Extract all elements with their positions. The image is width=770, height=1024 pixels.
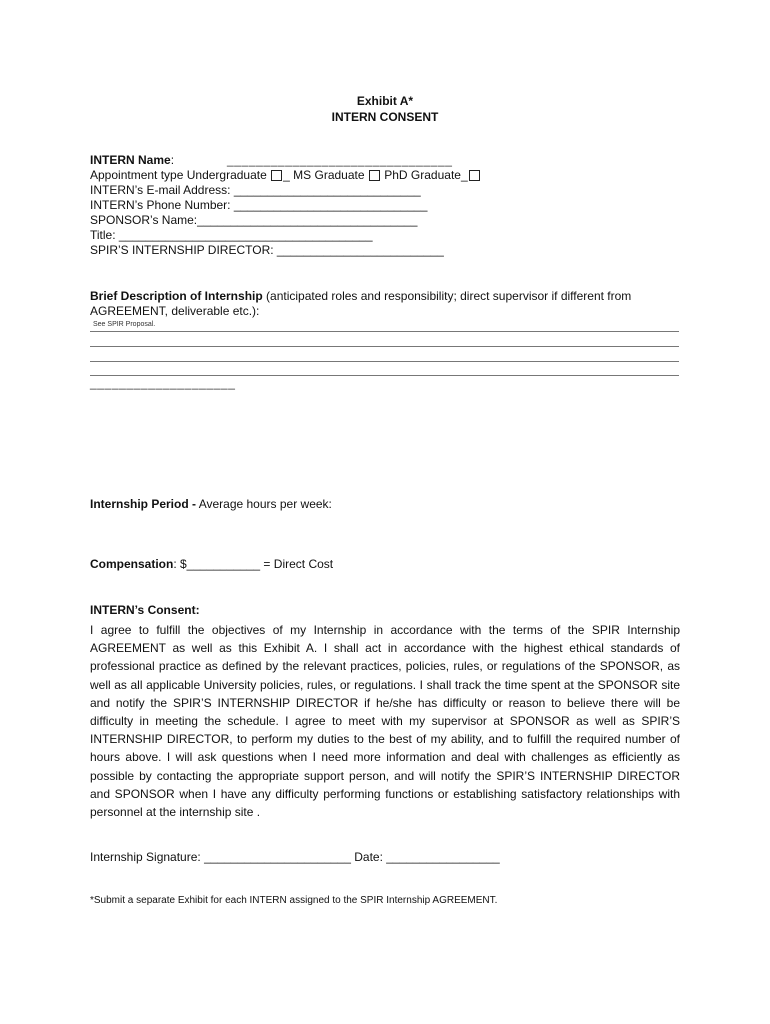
description-value[interactable]: See SPIR Proposal. [93,321,156,328]
compensation-row [90,557,333,572]
sponsor-name-field[interactable]: SPONSOR’s Name:_________________________________ [90,213,418,227]
description-last-line[interactable]: ____________________ [90,376,236,390]
description-line[interactable] [90,346,679,347]
description-heading [90,289,631,304]
title-field[interactable]: Title: ______________________________________ [90,228,373,242]
compensation-field[interactable]: : $___________ = Direct Cost [173,557,334,571]
director-field[interactable]: SPIR’S INTERNSHIP DIRECTOR: _________________________ [90,243,444,257]
exhibit-label: Exhibit A* [356,94,414,108]
document-title: INTERN CONSENT [331,110,439,124]
description-line[interactable] [90,361,679,362]
signature-date-row[interactable]: Internship Signature: ______________________ Date: _________________ [90,850,500,864]
phd-graduate-label: PhD Graduate [384,168,461,182]
intern-name-row [90,153,174,168]
undergraduate-checkbox[interactable] [271,170,282,181]
appointment-type-label: Appointment type Undergraduate [90,168,267,182]
internship-period-row [90,497,332,512]
consent-heading: INTERN’s Consent: [90,603,200,617]
phone-field[interactable]: INTERN’s Phone Number: _____________________________ [90,198,428,212]
phd-graduate-checkbox[interactable] [469,170,480,181]
intern-name-colon: : [170,153,175,167]
internship-period-label: Internship Period - [90,497,197,511]
ms-graduate-checkbox[interactable] [369,170,380,181]
description-instructions: (anticipated roles and responsibility; direct supervisor if different from [262,289,632,303]
footnote: *Submit a separate Exhibit for each INTERN assigned to the SPIR Internship AGREEMENT. [90,895,498,906]
intern-name-field[interactable]: _______________________________ [227,153,453,167]
compensation-label: Compensation [90,557,174,571]
description-instructions-cont: AGREEMENT, deliverable etc.): [90,304,260,318]
phd-underscore: _ [460,168,468,182]
appointment-type-row [90,168,481,183]
undergraduate-underscore: _ [283,168,290,182]
consent-paragraph: I agree to fulfill the objectives of my Internship in accordance with the terms of the SPIR Internship AGREEMENT as well as this Exhibit A. I shall act in accordance with the highest ethical standards of professional practice as defined by the relevant practices, policies, rules, or regulations of the SPONSOR, as well as all applicable University policies, rules, or regulations. I shall track the time spent at the SPONSOR site and notify the SPIR’S INTERNSHIP DIRECTOR if he/she has difficulty or reason to believe there will be difficulty in meeting the schedule. I agree to meet with my supervisor at SPONSOR as well as SPIR’S INTERNSHIP DIRECTOR, to perform my duties to the best of my ability, and to fulfill the required number of hours above. I will ask questions when I need more information and deal with challenges as efficiently as possible by contacting the appropriate support person, and will notify the SPIR’S INTERNSHIP DIRECTOR and SPONSOR when I have any difficulty performing functions or establishing satisfactory relationships with personnel at the internship site . [90,623,680,820]
intern-name-label: INTERN Name [90,153,171,167]
description-line[interactable] [90,331,679,332]
ms-graduate-label: MS Graduate [293,168,365,182]
email-field[interactable]: INTERN’s E-mail Address: ____________________________ [90,183,421,197]
description-label: Brief Description of Internship [90,289,263,303]
internship-period-text: Average hours per week: [196,497,332,511]
